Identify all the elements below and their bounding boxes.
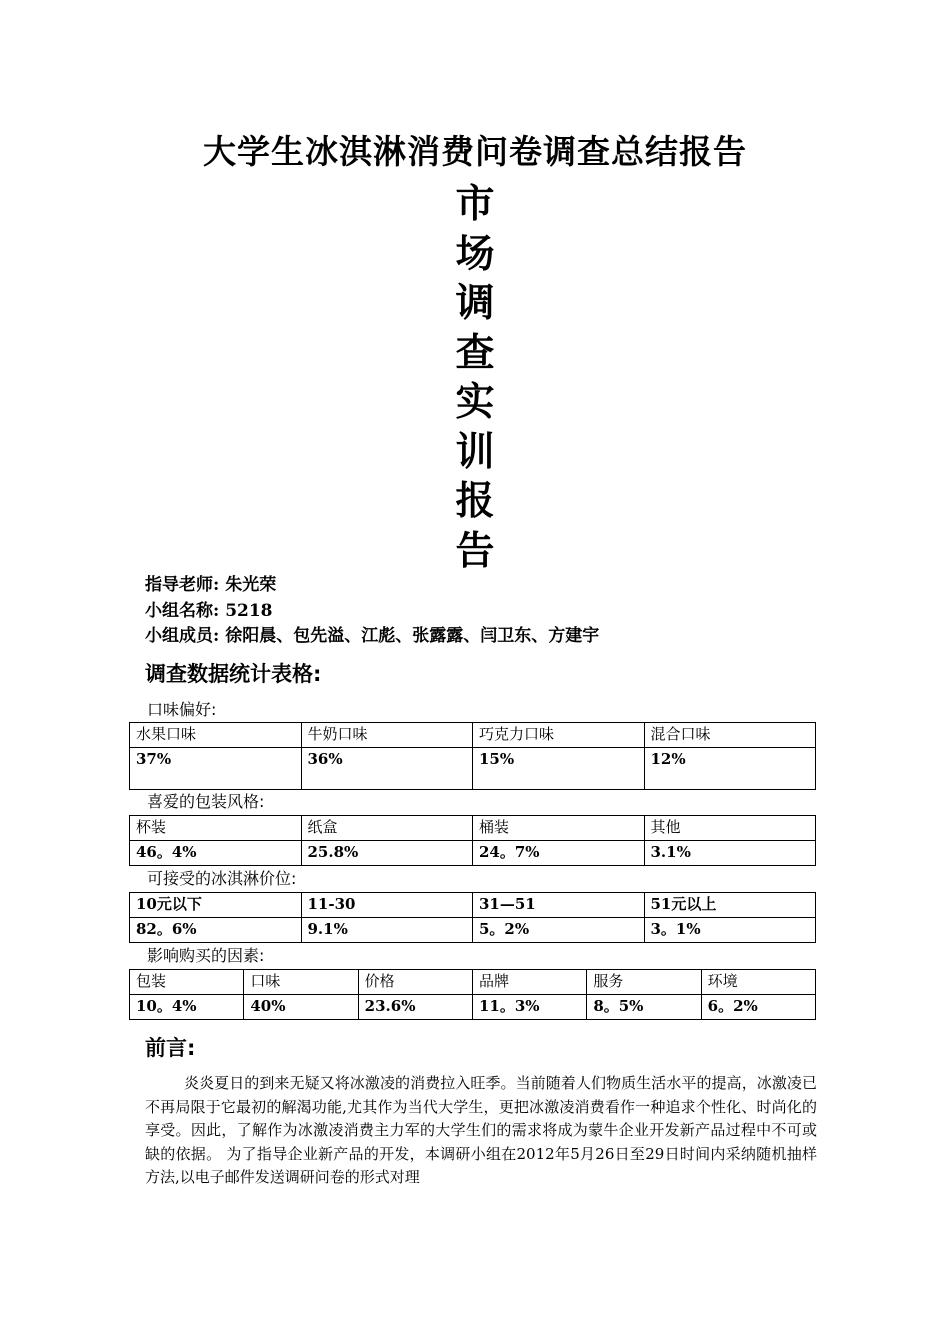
table-header-cell: 巧克力口味 — [473, 723, 645, 748]
group-name-line: 小组名称: 5218 — [145, 600, 273, 621]
table-header-cell: 牛奶口味 — [301, 723, 473, 748]
table-header-cell: 品牌 — [472, 970, 586, 995]
table-row — [130, 748, 816, 790]
table-value-cell: 9.1% — [301, 918, 473, 943]
members-line: 小组成员: 徐阳晨、包先溢、江彪、张露露、闫卫东、方建宇 — [145, 626, 600, 646]
table-row — [130, 841, 816, 866]
table-value-cell: 25.8% — [301, 841, 473, 866]
table-row — [130, 995, 816, 1020]
vertical-title-char: 场 — [455, 230, 495, 277]
package-caption: 喜爱的包装风格: — [147, 792, 265, 811]
table-header-cell: 混合口味 — [644, 723, 816, 748]
table-header-cell: 纸盒 — [301, 816, 473, 841]
vertical-title-char: 报 — [455, 478, 495, 524]
table-value-cell: 82。6% — [130, 918, 302, 943]
table-value-cell: 12% — [644, 748, 816, 790]
table-header-cell: 31—51 — [473, 893, 645, 918]
table-header-cell: 价格 — [358, 970, 472, 995]
table-value-cell: 46。4% — [130, 841, 302, 866]
table-value-cell: 23.6% — [358, 995, 472, 1020]
table-row — [130, 970, 816, 995]
table-value-cell: 8。5% — [587, 995, 701, 1020]
table-header-cell: 水果口味 — [130, 723, 302, 748]
report-meta — [145, 573, 845, 650]
table-header-cell: 其他 — [644, 816, 816, 841]
price-caption: 可接受的冰淇淋价位: — [147, 869, 297, 888]
table-value-cell: 3.1% — [644, 841, 816, 866]
table-header-cell: 51元以上 — [644, 893, 816, 918]
package-table — [129, 815, 816, 866]
table-header-cell: 10元以下 — [130, 893, 302, 918]
vertical-title-char: 查 — [455, 329, 495, 376]
vertical-title-char: 训 — [455, 428, 495, 475]
table-value-cell: 3。1% — [644, 918, 816, 943]
table-value-cell: 11。3% — [472, 995, 586, 1020]
vertical-title-char: 告 — [455, 527, 495, 574]
table-header-cell: 口味 — [244, 970, 358, 995]
table-value-cell: 6。2% — [701, 995, 815, 1020]
table-value-cell: 24。7% — [473, 841, 645, 866]
vertical-title-char: 调 — [455, 280, 495, 326]
preface-paragraph: 炎炎夏日的到来无疑又将冰激凌的消费拉入旺季。当前随着人们物质生活水平的提高，冰激凌已不再局限于它最初的解渴功能,尤其作为当代大学生，更把冰激凌消费看作一种追求个性化、时尚化的享受。因此，了解作为冰激凌消费主力军的大学生们的需求将成为蒙牛企业开发新产品过程中不可或缺的依据。 为了指导企业新产品的开发，本调研小组在2012年5月26日至29日时间内采纳随机抽样方法,以电子邮件发送调研问卷的形式对理 — [145, 1074, 817, 1186]
table-value-cell: 5。2% — [473, 918, 645, 943]
table-value-cell: 10。4% — [130, 995, 244, 1020]
table-row — [130, 918, 816, 943]
document-title: 大学生冰淇淋消费问卷调查总结报告 — [203, 132, 747, 171]
stats-heading: 调查数据统计表格: — [145, 662, 322, 686]
table-row — [130, 893, 816, 918]
vertical-title-char: 市 — [455, 181, 495, 227]
table-row — [130, 723, 816, 748]
table-header-cell: 杯装 — [130, 816, 302, 841]
price-table — [129, 892, 816, 943]
vertical-title-char: 实 — [455, 379, 495, 425]
table-header-cell: 包装 — [130, 970, 244, 995]
taste-caption: 口味偏好: — [147, 700, 217, 719]
factors-caption: 影响购买的因素: — [147, 946, 265, 965]
taste-table — [129, 722, 816, 790]
table-row — [130, 816, 816, 841]
factors-table — [129, 969, 816, 1020]
table-value-cell: 36% — [301, 748, 473, 790]
table-value-cell: 15% — [473, 748, 645, 790]
teacher-line: 指导老师: 朱光荣 — [145, 575, 277, 595]
table-header-cell: 服务 — [587, 970, 701, 995]
table-header-cell: 11-30 — [301, 893, 473, 918]
preface-body — [145, 1072, 817, 1190]
vertical-title — [445, 180, 505, 576]
table-header-cell: 桶装 — [473, 816, 645, 841]
table-value-cell: 37% — [130, 748, 302, 790]
preface-heading: 前言: — [145, 1036, 196, 1060]
table-header-cell: 环境 — [701, 970, 815, 995]
table-value-cell: 40% — [244, 995, 358, 1020]
